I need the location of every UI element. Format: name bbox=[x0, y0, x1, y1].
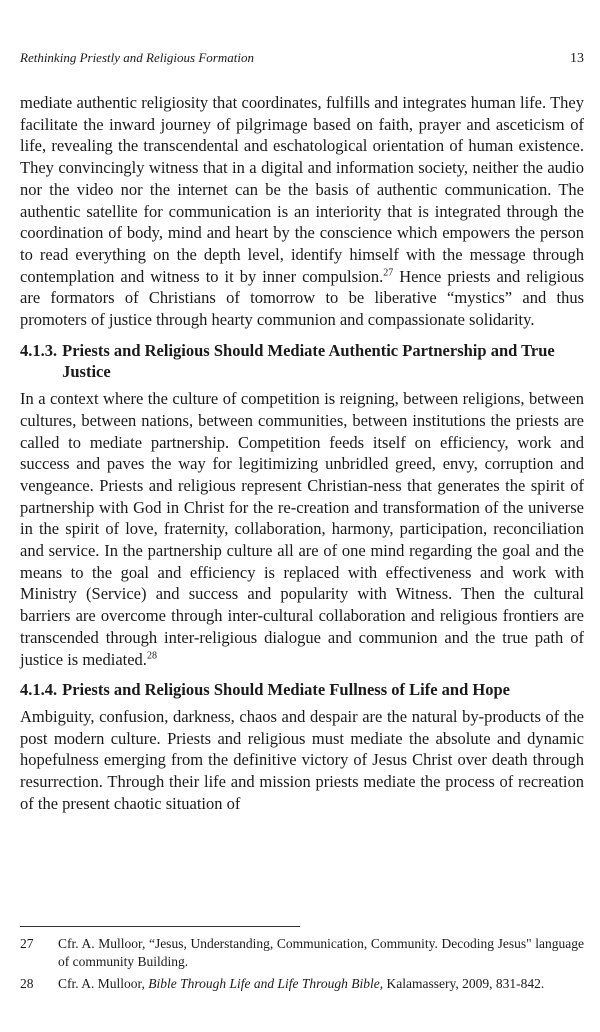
footnote-book-title: Bible Through Life and Life Through Bible, bbox=[148, 976, 384, 991]
section-title: Priests and Religious Should Mediate Authentic Partnership and True Justice bbox=[62, 340, 555, 382]
footnote-28 bbox=[20, 975, 584, 993]
footnote-citation: Cfr. A. Mulloor, bbox=[58, 976, 149, 991]
footnote-27 bbox=[20, 935, 584, 971]
footnote-ref-27[interactable]: 27 bbox=[383, 267, 394, 279]
paragraph-1 bbox=[20, 92, 584, 331]
paragraph-1-text: mediate authentic religiosity that coordinates, fulfills and integrates human life. They facilitate the inward journey of pilgrimage based on faith, prayer and asceticism of life, revealing the transcendental and eschatological orientation of human existence. They convincingly witness that in a digital and information society, neither the audio nor the video nor the internet can be the basis of authentic communication. The authentic satellite for communication is an interiority that is integrated through the coordination of body, mind and heart by the conscience which empowers the person to read everything on the depth level, identify himself with the message through contemplation and witness to it by inner compulsion. bbox=[20, 93, 584, 286]
footnote-number: 27 bbox=[20, 936, 34, 951]
paragraph-3-text: Ambiguity, confusion, darkness, chaos and despair are the natural by-products of the post modern culture. Priests and religious must mediate the absolute and dynamic hopefulness emerging from the definitive victory of Jesus Christ over death through resurrection. Through their life and mission priests mediate the process of recreation of the present chaotic situation of bbox=[20, 706, 584, 813]
running-title: Rethinking Priestly and Religious Formation bbox=[20, 50, 254, 65]
paragraph-2-text: In a context where the culture of competition is reigning, between religions, between cultures, between nations, between communities, between institutions the priests are called to mediate partnership. Competition feeds itself on efficiency, work and success and paves the way for legitimizing unbridled greed, envy, corruption and vengeance. Priests and religious represent Christian-ness that generates the spirit of partnership with God in Christ for the re-creation and transformation of the universe in the spirit of love, fraternity, collaboration, harmony, participation, reconciliation and service. In the partnership culture all are of one mind regarding the goal and the means to the goal and efficiency is replaced with effectiveness and work with Ministry (Service) and success and popularity with Witness. Then the cultural barriers are overcome through inter-cultural collaboration and religious frontiers are transcended through inter-religious dialogue and communion and the true path of justice is mediated. bbox=[20, 389, 584, 669]
page-number: 13 bbox=[570, 51, 584, 66]
paragraph-2 bbox=[20, 388, 584, 670]
section-number: 4.1.4. bbox=[20, 680, 58, 700]
footnote-number: 28 bbox=[20, 976, 34, 991]
body-text bbox=[20, 92, 584, 815]
running-head bbox=[20, 50, 584, 67]
footnote-citation: Cfr. A. Mulloor, “Jesus, Understanding, Communication, Community. Decoding Jesus" language of community Building. bbox=[58, 936, 584, 969]
footnotes bbox=[20, 935, 584, 997]
footnote-ref-28[interactable]: 28 bbox=[146, 650, 157, 662]
footnote-divider bbox=[20, 926, 300, 927]
paragraph-1-tail: Hence priests and religious are formators of Christians of tomorrow to be liberative “mystics” and thus promoters of justice through hearty communion and compassionate solidarity. bbox=[20, 266, 585, 330]
section-number: 4.1.3. bbox=[20, 340, 58, 360]
section-heading-4-1-3 bbox=[20, 340, 584, 383]
section-title: Priests and Religious Should Mediate Fullness of Life and Hope bbox=[62, 680, 510, 700]
footnote-text bbox=[58, 935, 584, 971]
footnote-citation-tail: Kalamassery, 2009, 831-842. bbox=[383, 976, 545, 991]
section-heading-4-1-4 bbox=[20, 679, 584, 701]
footnote-text bbox=[58, 975, 584, 993]
paragraph-3 bbox=[20, 706, 584, 815]
